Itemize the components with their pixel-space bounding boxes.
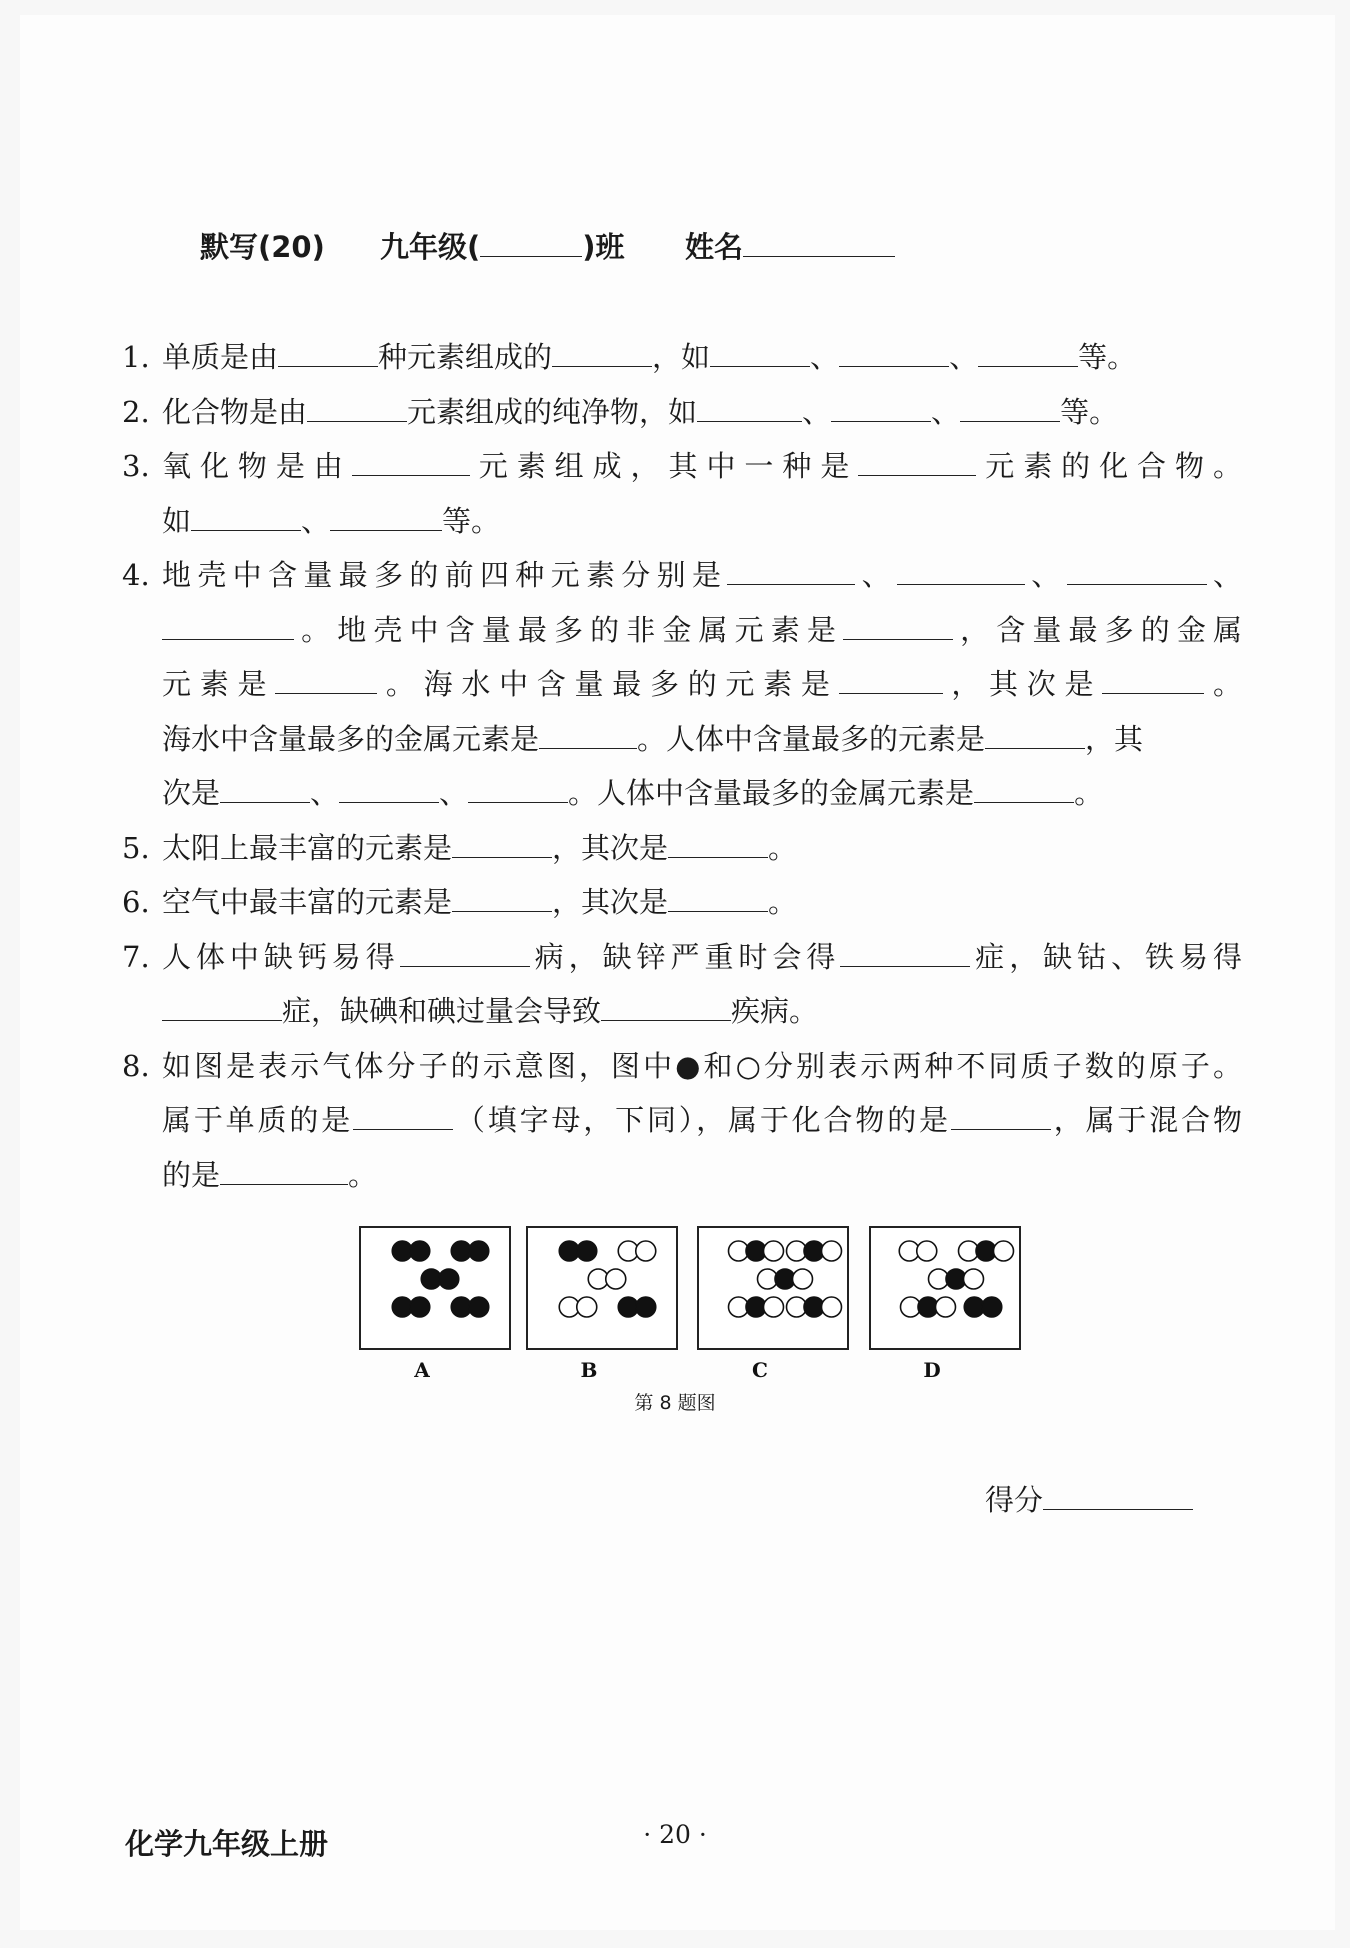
question-segment: 空气中最丰富的元素是 (162, 885, 453, 919)
question-segment: 、 (855, 558, 897, 592)
question-segment: 、 (810, 340, 840, 374)
worksheet-header (0, 225, 1350, 275)
question-segment: 氧化物是由 (162, 449, 352, 483)
answer-blank[interactable] (539, 721, 637, 748)
question-segment: 元素的化合物。 (976, 449, 1242, 483)
answer-blank[interactable] (220, 776, 310, 803)
answer-blank[interactable] (831, 394, 931, 421)
question-line (122, 603, 1242, 658)
question-segment: 元素组成的纯净物，如 (407, 394, 698, 429)
answer-blank[interactable] (839, 340, 949, 367)
answer-blank[interactable] (710, 340, 810, 367)
name-field (685, 225, 895, 266)
worksheet-title: 默写(20) (200, 230, 325, 264)
question-segment: 海水中含量最多的金属元素是 (162, 721, 540, 756)
question-line (122, 712, 1242, 767)
hollow-atom (917, 1241, 937, 1261)
question-text (162, 603, 1242, 658)
question-segment: 的是 (162, 1157, 221, 1192)
question-segment: 化合物是由 (162, 394, 308, 429)
class-field (380, 225, 625, 266)
answer-blank[interactable] (452, 885, 552, 912)
question-segment: 、 (1024, 558, 1067, 592)
question-segment: 。 (1204, 667, 1242, 701)
figure-caption: 第 8 题图 (634, 1392, 716, 1414)
filled-atom (636, 1297, 656, 1317)
question-segment: ，其次是 (942, 667, 1103, 701)
question-text (162, 1093, 1242, 1148)
filled-atom (469, 1297, 489, 1317)
question-number: 5. (122, 830, 150, 865)
question-segment: 单质是由 (162, 340, 279, 374)
answer-blank[interactable] (668, 830, 768, 857)
question-segment: 人体中缺钙易得 (162, 939, 400, 974)
answer-blank[interactable] (843, 612, 953, 639)
hollow-atom (936, 1297, 956, 1317)
answer-blank[interactable] (400, 939, 530, 966)
question-segment: 。人体中含量最多的元素是 (637, 721, 986, 756)
question-segment: 、 (439, 776, 469, 810)
question-line (122, 766, 1242, 821)
question-line (122, 439, 1242, 494)
filled-atom (982, 1297, 1002, 1317)
answer-blank[interactable] (275, 667, 377, 694)
answer-blank[interactable] (1067, 558, 1207, 585)
question-text (162, 385, 1242, 440)
question-segment: 、 (802, 394, 832, 429)
answer-blank[interactable] (839, 667, 943, 694)
hollow-atom (606, 1269, 626, 1289)
hollow-atom (636, 1241, 656, 1261)
question-number: 4. (122, 558, 150, 592)
answer-blank[interactable] (601, 994, 731, 1021)
answer-blank[interactable] (978, 340, 1078, 367)
filled-atom (410, 1297, 430, 1317)
answer-blank[interactable] (552, 340, 652, 367)
question-segment: 。 (1074, 776, 1104, 810)
grade-prefix: 九年级( (380, 230, 481, 264)
question-segment: 、 (310, 776, 340, 810)
name-label: 姓名 (685, 230, 744, 264)
answer-blank[interactable] (468, 776, 568, 803)
answer-blank[interactable] (452, 830, 552, 857)
answer-blank[interactable] (339, 776, 439, 803)
question-segment: 等。 (442, 503, 501, 538)
question-segment: 地壳中含量最多的前四种元素分别是 (162, 558, 728, 592)
question-segment: ，其 (1085, 721, 1144, 756)
page-number: · 20 · (643, 1820, 707, 1849)
question-segment: ，含量最多的金属 (952, 612, 1242, 647)
answer-blank[interactable] (352, 449, 470, 476)
question-segment: 、 (949, 340, 979, 374)
filled-atom (577, 1241, 597, 1261)
answer-blank[interactable] (985, 721, 1085, 748)
question-segment: 如 (162, 503, 192, 538)
hollow-atom (964, 1269, 984, 1289)
question-segment: 病，缺锌严重时会得 (529, 939, 841, 974)
question-line (122, 875, 1242, 930)
question-number: 2. (122, 394, 150, 429)
question-segment: 元素组成，其中一种是 (469, 449, 859, 483)
question-text (162, 766, 1242, 821)
question-list (122, 330, 1242, 1202)
question-segment: ，属于混合物 (1050, 1103, 1242, 1137)
question-segment: 种元素组成的 (378, 340, 553, 374)
question-segment: 。海水中含量最多的元素是 (377, 667, 839, 701)
filled-atom (410, 1241, 430, 1261)
score-blank[interactable] (1043, 1479, 1193, 1510)
question-segment: 次是 (162, 776, 221, 810)
name-blank[interactable] (743, 226, 895, 257)
question-segment: 症，缺钴、铁易得 (970, 939, 1242, 974)
question-segment: 。人体中含量最多的金属元素是 (568, 776, 975, 810)
hollow-atom (822, 1297, 842, 1317)
answer-blank[interactable] (162, 612, 294, 639)
question-text (162, 875, 1242, 930)
question-text (162, 330, 1242, 385)
class-blank[interactable] (480, 226, 582, 257)
filled-atom (439, 1269, 459, 1289)
answer-blank[interactable] (960, 394, 1060, 421)
question-number: 3. (122, 449, 150, 483)
question-segment: 等。 (1060, 394, 1119, 429)
question-number: 8. (122, 1048, 150, 1083)
figure-label: D (923, 1358, 941, 1382)
answer-blank[interactable] (330, 503, 442, 530)
score-label: 得分 (985, 1483, 1044, 1517)
question-segment: 症，缺碘和碘过量会导致 (282, 994, 602, 1028)
book-title: 化学九年级上册 (125, 1827, 329, 1861)
answer-blank[interactable] (858, 449, 976, 476)
question-segment: 元素是 (162, 667, 276, 701)
question-text (162, 1039, 1242, 1094)
question-segment: 等。 (1078, 340, 1137, 374)
hollow-atom (764, 1297, 784, 1317)
question-text (162, 712, 1242, 767)
question-text (162, 494, 1242, 549)
answer-blank[interactable] (162, 994, 282, 1021)
answer-blank[interactable] (353, 1103, 453, 1130)
hollow-atom (793, 1269, 813, 1289)
molecule-diagram (358, 1225, 941, 1385)
answer-blank[interactable] (668, 885, 768, 912)
answer-blank[interactable] (840, 939, 970, 966)
question-line (122, 548, 1242, 603)
question-text (162, 930, 1242, 985)
question-segment: 、 (1206, 558, 1242, 592)
question-text (162, 548, 1242, 603)
answer-blank[interactable] (897, 558, 1025, 585)
question-segment: 太阳上最丰富的元素是 (162, 830, 453, 865)
question-line (122, 930, 1242, 985)
answer-blank[interactable] (974, 776, 1074, 803)
answer-blank[interactable] (307, 394, 407, 421)
question-text (162, 657, 1242, 712)
answer-blank[interactable] (220, 1157, 348, 1184)
question-segment: 。地壳中含量最多的非金属元素是 (294, 612, 843, 647)
question-segment: 、 (931, 394, 961, 429)
hollow-atom (822, 1241, 842, 1261)
answer-blank[interactable] (951, 1103, 1051, 1130)
answer-blank[interactable] (727, 558, 855, 585)
question-line (122, 1148, 1242, 1203)
hollow-atom (577, 1297, 597, 1317)
question-line (122, 330, 1242, 385)
answer-blank[interactable] (278, 340, 378, 367)
question-line (122, 1093, 1242, 1148)
question-segment: ，其次是 (552, 885, 669, 919)
question-segment: 疾病。 (731, 994, 819, 1028)
hollow-atom (764, 1241, 784, 1261)
question-segment: （填字母，下同），属于化合物的是 (453, 1103, 951, 1137)
question-text (162, 821, 1242, 876)
question-line (122, 821, 1242, 876)
question-line (122, 1039, 1242, 1094)
question-number: 7. (122, 939, 150, 974)
grade-suffix: )班 (582, 230, 625, 264)
question-text (162, 439, 1242, 494)
question-segment: ，其次是 (552, 830, 669, 865)
hollow-atom (994, 1241, 1014, 1261)
question-number: 6. (122, 885, 150, 919)
score-field (985, 1478, 1193, 1519)
filled-atom (469, 1241, 489, 1261)
question-segment: 。 (768, 885, 798, 919)
question-segment: 如图是表示气体分子的示意图，图中●和○分别表示两种不同质子数的原子。 (162, 1048, 1242, 1083)
question-segment: 属于单质的是 (162, 1103, 354, 1137)
question-line (122, 657, 1242, 712)
figure-label: B (580, 1358, 598, 1382)
answer-blank[interactable] (697, 394, 802, 421)
figure-label: A (414, 1358, 430, 1382)
question-segment: ，如 (652, 340, 711, 374)
question-line (122, 385, 1242, 440)
question-segment: 。 (348, 1157, 378, 1192)
question-line (122, 984, 1242, 1039)
question-text (162, 1148, 1242, 1203)
question-text (162, 984, 1242, 1039)
question-number: 1. (122, 340, 150, 374)
figure-label: C (752, 1358, 768, 1382)
answer-blank[interactable] (191, 503, 301, 530)
answer-blank[interactable] (1102, 667, 1204, 694)
question-segment: 、 (301, 503, 331, 538)
question-line (122, 494, 1242, 549)
question-segment: 。 (768, 830, 798, 865)
